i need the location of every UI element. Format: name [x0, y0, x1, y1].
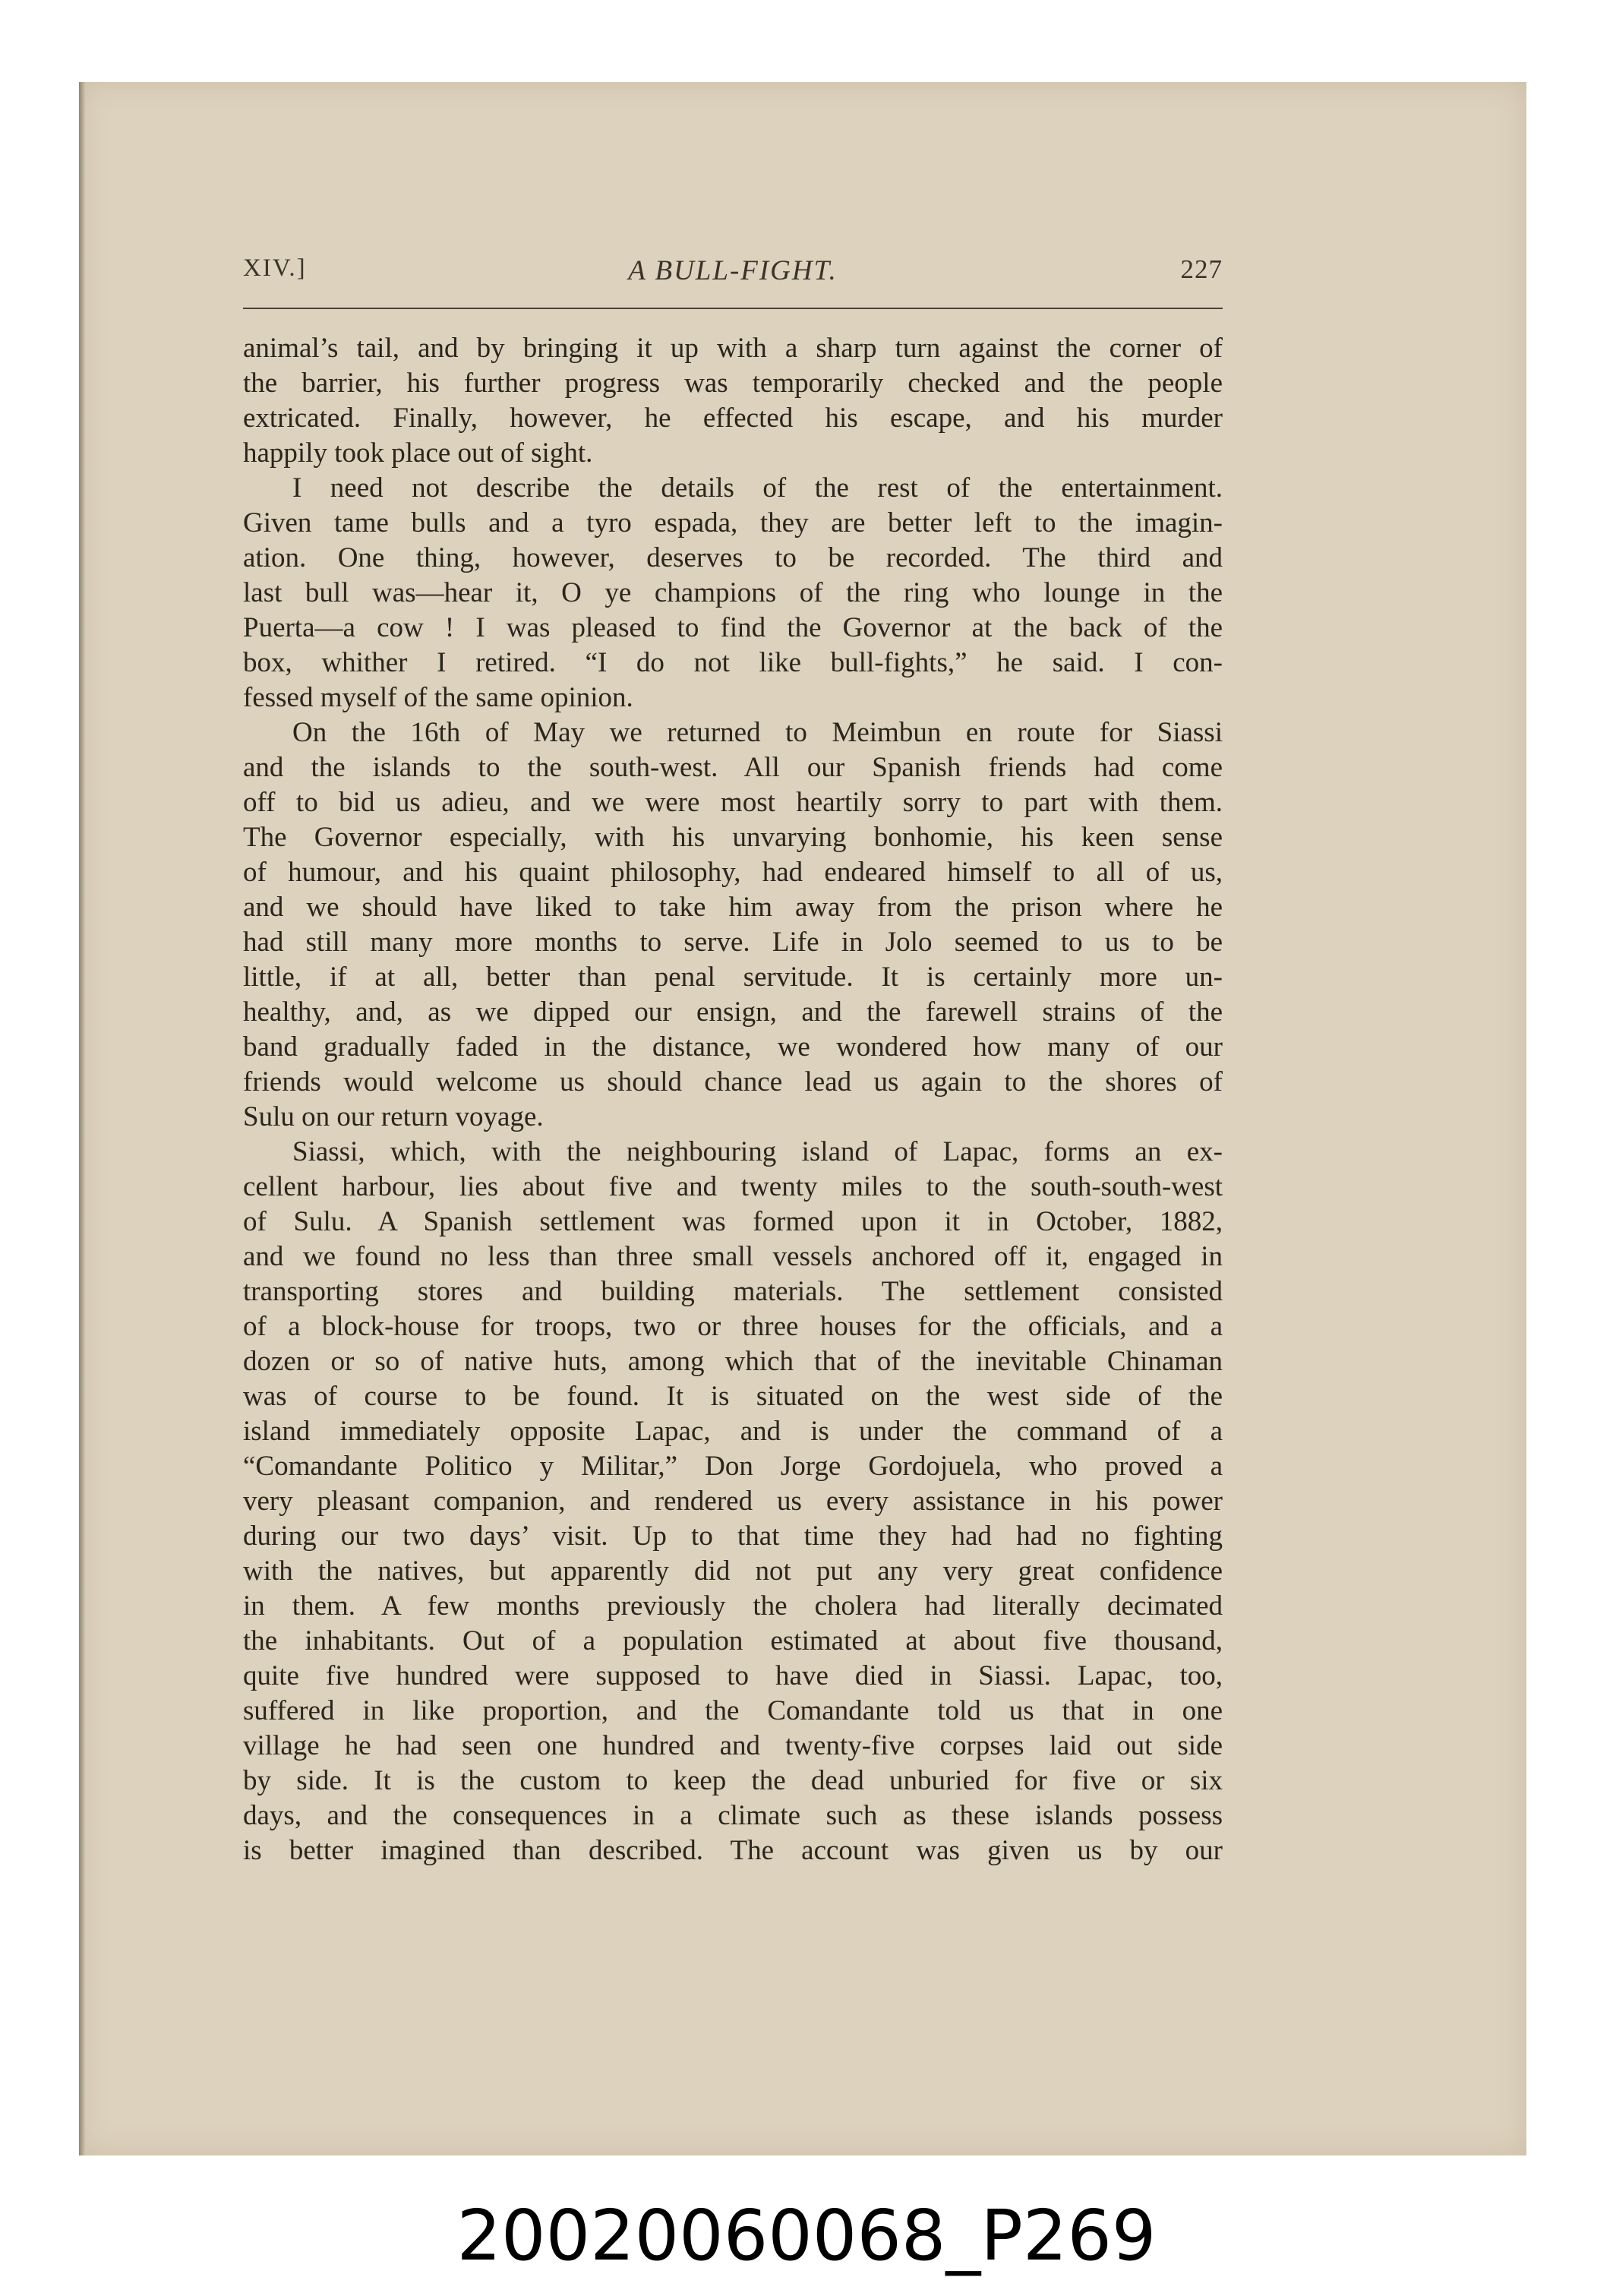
text-line: extricated. Finally, however, he effected his escape, and his murder — [243, 403, 1223, 434]
running-title: A BULL-FIGHT. — [628, 255, 838, 286]
text-line: On the 16th of May we returned to Meimbun en route for Siassi — [292, 717, 1223, 748]
text-line: Given tame bulls and a tyro espada, they are better left to the imagin- — [243, 507, 1223, 538]
text-line: quite five hundred were supposed to have died in Siassi. Lapac, too, — [243, 1660, 1223, 1691]
text-line: I need not describe the details of the rest of the entertainment. — [292, 472, 1223, 504]
text-line: dozen or so of native huts, among which that of the inevitable Chinaman — [243, 1346, 1223, 1377]
text-line: the barrier, his further progress was temporarily checked and the people — [243, 368, 1223, 399]
text-line: is better imagined than described. The account was given us by our — [243, 1835, 1223, 1866]
text-line: little, if at all, better than penal servitude. It is certainly more un- — [243, 962, 1223, 993]
running-header — [243, 254, 1223, 292]
text-line: ation. One thing, however, deserves to be recorded. The third and — [243, 542, 1223, 573]
text-line: cellent harbour, lies about five and twenty miles to the south-south-west — [243, 1171, 1223, 1202]
text-line: and the islands to the south-west. All our Spanish friends had come — [243, 752, 1223, 783]
text-line: transporting stores and building materials. The settlement consisted — [243, 1276, 1223, 1307]
text-line: was of course to be found. It is situated on the west side of the — [243, 1381, 1223, 1412]
catalog-id-label: 20020060068_P269 — [456, 2195, 1157, 2276]
body-text — [243, 331, 1223, 1868]
text-line: with the natives, but apparently did not put any very great confidence — [243, 1555, 1223, 1587]
text-line: suffered in like proportion, and the Comandante told us that in one — [243, 1695, 1223, 1726]
text-line: Siassi, which, with the neighbouring island of Lapac, forms an ex- — [292, 1136, 1223, 1167]
text-line: the inhabitants. Out of a population estimated at about five thousand, — [243, 1625, 1223, 1656]
text-line: and we should have liked to take him away from the prison where he — [243, 892, 1223, 923]
text-line: box, whither I retired. “I do not like bull-fights,” he said. I con- — [243, 647, 1223, 678]
text-line: by side. It is the custom to keep the dead unburied for five or six — [243, 1765, 1223, 1796]
text-line: of a block-house for troops, two or three houses for the officials, and a — [243, 1311, 1223, 1342]
text-line: last bull was—hear it, O ye champions of the ring who lounge in the — [243, 577, 1223, 608]
text-line: The Governor especially, with his unvarying bonhomie, his keen sense — [243, 822, 1223, 853]
text-line: band gradually faded in the distance, we wondered how many of our — [243, 1031, 1223, 1063]
text-line: and we found no less than three small vessels anchored off it, engaged in — [243, 1241, 1223, 1272]
text-line: island immediately opposite Lapac, and is under the command of a — [243, 1416, 1223, 1447]
text-line: animal’s tail, and by bringing it up with a sharp turn against the corner of — [243, 333, 1223, 364]
chapter-marker: XIV.] — [243, 254, 307, 282]
text-line: very pleasant companion, and rendered us every assistance in his power — [243, 1486, 1223, 1517]
text-line: off to bid us adieu, and we were most heartily sorry to part with them. — [243, 787, 1223, 818]
text-line: days, and the consequences in a climate such as these islands possess — [243, 1800, 1223, 1831]
text-line: of Sulu. A Spanish settlement was formed upon it in October, 1882, — [243, 1206, 1223, 1237]
text-line: Puerta—a cow ! I was pleased to find the Governor at the back of the — [243, 612, 1223, 643]
text-line: village he had seen one hundred and twenty-five corpses laid out side — [243, 1730, 1223, 1761]
page-number: 227 — [1180, 254, 1223, 284]
page-spine-edge — [79, 82, 85, 2155]
header-rule — [243, 308, 1223, 309]
text-line: during our two days’ visit. Up to that time they had had no fighting — [243, 1521, 1223, 1552]
text-line: “Comandante Politico y Militar,” Don Jorge Gordojuela, who proved a — [243, 1451, 1223, 1482]
text-line: happily took place out of sight. — [243, 437, 593, 469]
text-line: had still many more months to serve. Life in Jolo seemed to us to be — [243, 927, 1223, 958]
text-line: of humour, and his quaint philosophy, had endeared himself to all of us, — [243, 857, 1223, 888]
text-line: fessed myself of the same opinion. — [243, 682, 633, 713]
text-line: healthy, and, as we dipped our ensign, and the farewell strains of the — [243, 996, 1223, 1028]
text-line: friends would welcome us should chance lead us again to the shores of — [243, 1066, 1223, 1097]
text-line: Sulu on our return voyage. — [243, 1101, 544, 1132]
text-line: in them. A few months previously the cholera had literally decimated — [243, 1590, 1223, 1622]
